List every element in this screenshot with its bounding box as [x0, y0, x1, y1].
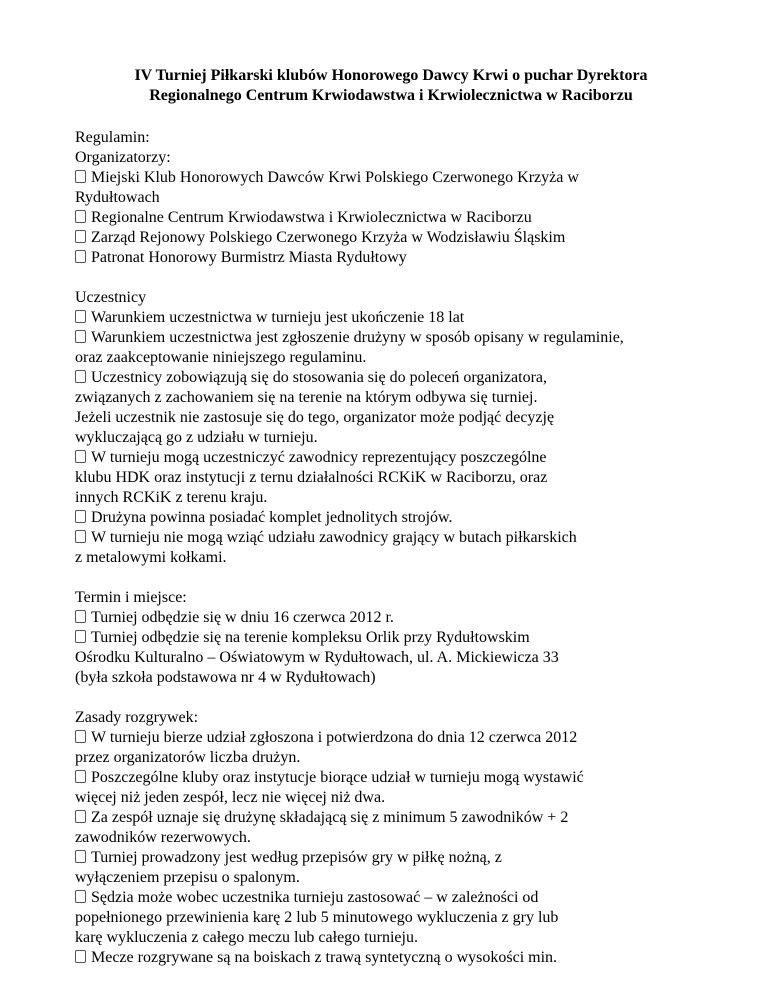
organizatorzy-list	[75, 168, 705, 268]
list-item	[75, 768, 705, 808]
list-item	[75, 308, 705, 328]
text-run: Ośrodku Kulturalno – Oświatowym w Rydułtowach, ul. A. Mickiewicza 33	[75, 649, 559, 666]
list-item-continuation	[75, 908, 705, 928]
text-run: klubu HDK oraz instytucji z ternu działalności RCKiK w Raciborzu, oraz	[75, 469, 548, 486]
text-run: W turnieju nie mogą wziąć udziału zawodnicy grający w butach piłkarskich	[91, 529, 577, 546]
organizatorzy-heading: Organizatorzy:	[75, 149, 171, 166]
missing-glyph-bullet-icon	[75, 210, 86, 223]
list-item-text	[75, 248, 705, 268]
list-item-continuation	[75, 428, 705, 448]
text-run: Miejski Klub Honorowych Dawców Krwi Polskiego Czerwonego Krzyża w	[91, 169, 579, 186]
list-item-text	[75, 528, 705, 548]
missing-glyph-bullet-icon	[75, 170, 86, 183]
document-title	[71, 66, 711, 106]
list-item-continuation	[75, 408, 705, 428]
list-item	[75, 208, 705, 228]
missing-glyph-bullet-icon	[75, 770, 86, 783]
zasady-heading: Zasady rozgrywek:	[75, 709, 199, 726]
list-item-text	[75, 768, 705, 788]
list-item-continuation	[75, 348, 705, 368]
missing-glyph-bullet-icon	[75, 230, 86, 243]
list-item-text	[75, 808, 705, 828]
missing-glyph-bullet-icon	[75, 250, 86, 263]
text-run: Sędzia może wobec uczestnika turnieju zastosować – w zależności od	[91, 889, 539, 906]
missing-glyph-bullet-icon	[75, 730, 86, 743]
list-item-text	[75, 208, 705, 228]
text-run: Zarząd Rejonowy Polskiego Czerwonego Krzyża w Wodzisławiu Śląskim	[91, 229, 566, 246]
list-item-text	[75, 448, 705, 468]
zasady-list	[75, 728, 705, 968]
list-item-continuation	[75, 648, 705, 668]
missing-glyph-bullet-icon	[75, 950, 86, 963]
list-item-continuation	[75, 868, 705, 888]
uczestnicy-heading: Uczestnicy	[75, 289, 147, 306]
text-run: karę wykluczenia z całego meczu lub całego turnieju.	[75, 929, 418, 946]
list-item-text	[75, 608, 705, 628]
text-run: Poszczególne kluby oraz instytucje biorące udział w turnieju mogą wystawić	[91, 769, 584, 786]
list-item-text	[75, 508, 705, 528]
list-item	[75, 848, 705, 888]
list-item	[75, 528, 705, 568]
text-run: W turnieju bierze udział zgłoszona i potwierdzona do dnia 12 czerwca 2012	[91, 729, 578, 746]
list-item-continuation	[75, 468, 705, 488]
list-item-continuation	[75, 928, 705, 948]
list-item	[75, 328, 705, 368]
section-uczestnicy	[75, 288, 705, 568]
text-run: więcej niż jeden zespół, lecz nie więcej niż dwa.	[75, 789, 386, 806]
list-item	[75, 228, 705, 248]
list-item	[75, 728, 705, 768]
missing-glyph-bullet-icon	[75, 530, 86, 543]
list-item-text	[75, 948, 705, 968]
uczestnicy-list	[75, 308, 705, 568]
list-item	[75, 368, 705, 448]
list-item-continuation	[75, 668, 705, 688]
text-run: oraz zaakceptowanie niniejszego regulaminu.	[75, 349, 367, 366]
text-run: Turniej odbędzie się na terenie kompleksu Orlik przy Rydułtowskim	[91, 629, 530, 646]
list-item	[75, 248, 705, 268]
list-item-continuation	[75, 788, 705, 808]
text-run: Za zespół uznaje się drużynę składającą się z minimum 5 zawodników + 2	[91, 809, 569, 826]
missing-glyph-bullet-icon	[75, 610, 86, 623]
list-item-text	[75, 848, 705, 868]
list-item-text	[75, 628, 705, 648]
text-run: Rydułtowach	[75, 189, 160, 206]
text-run: Warunkiem uczestnictwa w turnieju jest ukończenie 18 lat	[91, 309, 465, 326]
list-item-continuation	[75, 388, 705, 408]
text-run: Jeżeli uczestnik nie zastosuje się do tego, organizator może podjąć decyzję	[75, 409, 555, 426]
text-run: Turniej prowadzony jest według przepisów gry w piłkę nożną, z	[91, 849, 502, 866]
list-item	[75, 448, 705, 508]
list-item	[75, 948, 705, 968]
list-item	[75, 628, 705, 688]
list-item	[75, 508, 705, 528]
list-item-text	[75, 888, 705, 908]
title-line-2: Regionalnego Centrum Krwiodawstwa i Krwiolecznictwa w Raciborzu	[149, 87, 633, 104]
list-item	[75, 888, 705, 948]
missing-glyph-bullet-icon	[75, 450, 86, 463]
list-item	[75, 808, 705, 848]
list-item-text	[75, 328, 705, 348]
list-item-continuation	[75, 828, 705, 848]
text-run: Warunkiem uczestnictwa jest zgłoszenie drużyny w sposób opisany w regulaminie,	[91, 329, 624, 346]
section-regulamin	[75, 128, 705, 268]
text-run: Uczestnicy zobowiązują się do stosowania się do poleceń organizatora,	[91, 369, 547, 386]
text-run: popełnionego przewinienia karę 2 lub 5 minutowego wykluczenia z gry lub	[75, 909, 559, 926]
text-run: związanych z zachowaniem się na terenie na którym odbywa się turniej.	[75, 389, 538, 406]
missing-glyph-bullet-icon	[75, 330, 86, 343]
missing-glyph-bullet-icon	[75, 630, 86, 643]
list-item-continuation	[75, 188, 705, 208]
missing-glyph-bullet-icon	[75, 810, 86, 823]
list-item-text	[75, 168, 705, 188]
list-item	[75, 168, 705, 208]
missing-glyph-bullet-icon	[75, 850, 86, 863]
document-page	[75, 66, 705, 968]
section-zasady	[75, 708, 705, 968]
regulamin-heading: Regulamin:	[75, 129, 150, 146]
list-item-text	[75, 308, 705, 328]
list-item-text	[75, 228, 705, 248]
text-run: Mecze rozgrywane są na boiskach z trawą syntetyczną o wysokości min.	[91, 949, 558, 966]
list-item-continuation	[75, 488, 705, 508]
termin-heading: Termin i miejsce:	[75, 589, 187, 606]
text-run: innych RCKiK z terenu kraju.	[75, 489, 268, 506]
text-run: wykluczającą go z udziału w turnieju.	[75, 429, 318, 446]
text-run: wyłączeniem przepisu o spalonym.	[75, 869, 300, 886]
text-run: zawodników rezerwowych.	[75, 829, 251, 846]
missing-glyph-bullet-icon	[75, 510, 86, 523]
missing-glyph-bullet-icon	[75, 310, 86, 323]
missing-glyph-bullet-icon	[75, 890, 86, 903]
text-run: Regionalne Centrum Krwiodawstwa i Krwiolecznictwa w Raciborzu	[91, 209, 532, 226]
section-termin	[75, 588, 705, 688]
list-item-continuation	[75, 548, 705, 568]
list-item-text	[75, 368, 705, 388]
termin-list	[75, 608, 705, 688]
text-run: (była szkoła podstawowa nr 4 w Rydułtowach)	[75, 669, 376, 686]
text-run: przez organizatorów liczba drużyn.	[75, 749, 301, 766]
list-item-text	[75, 728, 705, 748]
text-run: Patronat Honorowy Burmistrz Miasta Rydułtowy	[91, 249, 407, 266]
text-run: Turniej odbędzie się w dniu 16 czerwca 2012 r.	[91, 609, 394, 626]
text-run: Drużyna powinna posiadać komplet jednolitych strojów.	[91, 509, 453, 526]
missing-glyph-bullet-icon	[75, 370, 86, 383]
text-run: z metalowymi kołkami.	[75, 549, 227, 566]
text-run: W turnieju mogą uczestniczyć zawodnicy reprezentujący poszczególne	[91, 449, 547, 466]
title-line-1: IV Turniej Piłkarski klubów Honorowego Dawcy Krwi o puchar Dyrektora	[134, 67, 648, 84]
list-item-continuation	[75, 748, 705, 768]
list-item	[75, 608, 705, 628]
